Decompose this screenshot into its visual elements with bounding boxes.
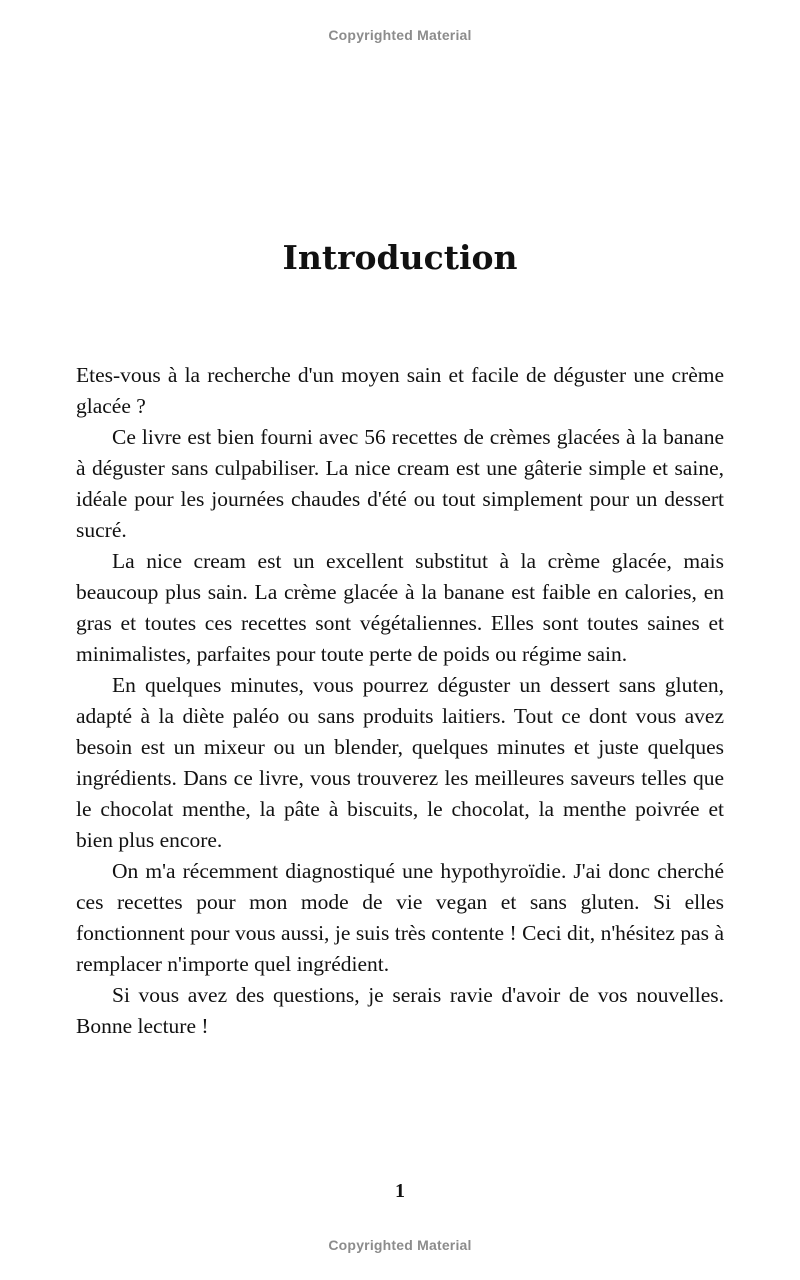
paragraph-2: Ce livre est bien fourni avec 56 recettes de crèmes glacées à la banane à déguster sans culpabiliser. La nice cream est une gâterie simple et saine, idéale pour les journées chaudes d'été ou tout simplement pour un dessert sucré. xyxy=(76,425,724,542)
chapter-title: Introduction xyxy=(282,238,518,277)
page-number: 1 xyxy=(395,1180,405,1202)
body-text xyxy=(76,360,724,1042)
copyright-watermark-bottom: Copyrighted Material xyxy=(328,1237,472,1253)
paragraph-5: On m'a récemment diagnostiqué une hypothyroïdie. J'ai donc cherché ces recettes pour mon mode de vie vegan et sans gluten. Si elles fonctionnent pour vous aussi, je suis très contente ! Ceci dit, n'hésitez pas à remplacer n'importe quel ingrédient. xyxy=(76,859,724,976)
copyright-watermark-top: Copyrighted Material xyxy=(328,27,472,43)
paragraph-1: Etes-vous à la recherche d'un moyen sain et facile de déguster une crème glacée ? xyxy=(76,363,724,418)
paragraph-6: Si vous avez des questions, je serais ravie d'avoir de vos nouvelles. Bonne lecture ! xyxy=(76,983,724,1038)
paragraph-3: La nice cream est un excellent substitut à la crème glacée, mais beaucoup plus sain. La crème glacée à la banane est faible en calories, en gras et toutes ces recettes sont végétaliennes. Elles sont toutes saines et minimalistes, parfaites pour toute perte de poids ou régime sain. xyxy=(76,549,724,666)
paragraph-4: En quelques minutes, vous pourrez déguster un dessert sans gluten, adapté à la diète paléo ou sans produits laitiers. Tout ce dont vous avez besoin est un mixeur ou un blender, quelques minutes et juste quelques ingrédients. Dans ce livre, vous trouverez les meilleures saveurs telles que le chocolat menthe, la pâte à biscuits, le chocolat, la menthe poivrée et bien plus encore. xyxy=(76,673,724,852)
